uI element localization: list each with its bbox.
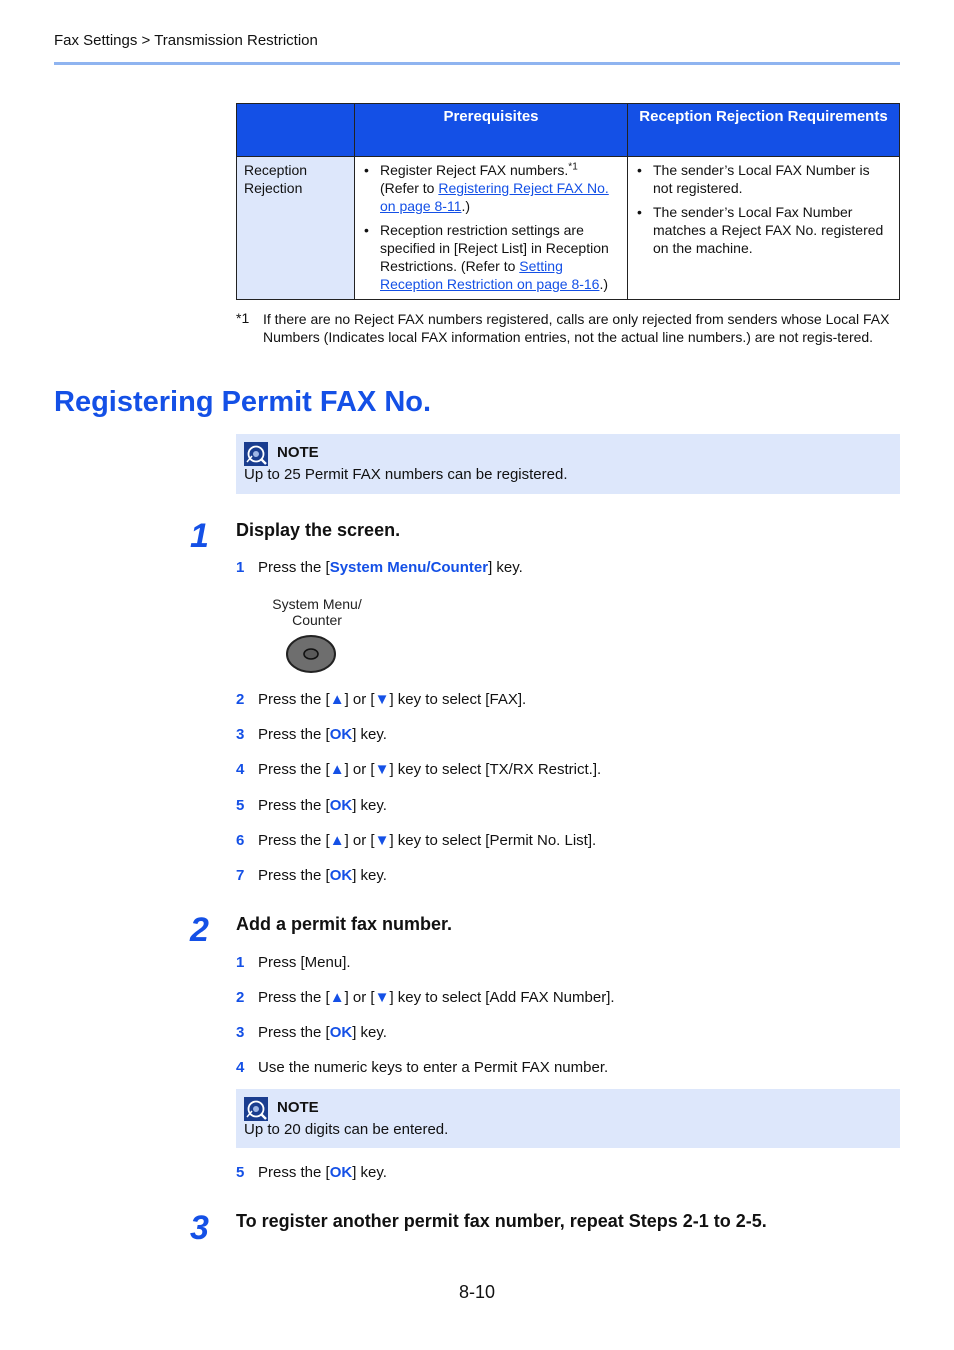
- prereq-item-1: • Register Reject FAX numbers.$^{*1}$ (Refer to Registering Reject FAX No. on page 8-11.): [362, 161, 620, 215]
- substep-1-7: 7 Press the [OK] key.: [236, 867, 387, 884]
- ok-key-ref: OK: [329, 1024, 353, 1041]
- note-icon: [244, 1097, 268, 1121]
- requirements-cell: [628, 157, 900, 300]
- up-arrow-icon: ▲: [329, 691, 345, 708]
- note-body: Up to 25 Permit FAX numbers can be registered.: [244, 466, 568, 483]
- link-registering-reject-fax[interactable]: Registering Reject FAX No. on page 8-11: [380, 180, 609, 214]
- system-menu-key-label: System Menu/ Counter: [272, 596, 362, 628]
- step-number-2: 2: [190, 911, 209, 949]
- breadcrumb: Fax Settings > Transmission Restriction: [54, 32, 318, 49]
- ok-key-ref: OK: [329, 797, 353, 814]
- row-header-reception-rejection: Reception Rejection: [237, 157, 355, 300]
- step-number-3: 3: [190, 1209, 209, 1247]
- substep-2-2: 2 Press the [▲] or [▼] key to select [Add FAX Number].: [236, 989, 615, 1006]
- step-title-2: Add a permit fax number.: [236, 914, 453, 934]
- down-arrow-icon: ▼: [374, 832, 390, 849]
- note-title: NOTE: [277, 1099, 319, 1116]
- table-header-prerequisites: Prerequisites: [355, 104, 628, 157]
- table-row: [237, 157, 900, 300]
- system-menu-counter-key-icon[interactable]: [285, 634, 337, 674]
- up-arrow-icon: ▲: [329, 832, 345, 849]
- substep-1-4: 4 Press the [▲] or [▼] key to select [TX/RX Restrict.].: [236, 761, 602, 778]
- table-header-requirements: Reception Rejection Requirements: [628, 104, 900, 157]
- step-number-1: 1: [190, 517, 209, 555]
- note-body: Up to 20 digits can be entered.: [244, 1121, 449, 1138]
- footnote-text: If there are no Reject FAX numbers registered, calls are only rejected from senders whose Local FAX Numbers (Indicates local FAX information entries, not the actual line numbers.) are not regis-tered.: [263, 311, 890, 345]
- prereq-item-2: • Reception restriction settings are specified in [Reject List] in Reception Restrictions. (Refer to Setting Reception Restriction on page 8-16.): [362, 221, 620, 293]
- ok-key-ref: OK: [329, 867, 353, 884]
- table-header-row: [237, 104, 900, 157]
- substep-1-6: 6 Press the [▲] or [▼] key to select [Permit No. List].: [236, 832, 597, 849]
- step-title-3: To register another permit fax number, repeat Steps 2-1 to 2-5.: [236, 1211, 767, 1231]
- link-setting-reception-restriction[interactable]: Setting Reception Restriction on page 8-16: [380, 258, 600, 292]
- note-icon: [244, 442, 268, 466]
- requirement-item-2: • The sender’s Local Fax Number matches a Reject FAX No. registered on the machine.: [635, 203, 892, 257]
- page-number: 8-10: [458, 1282, 496, 1302]
- down-arrow-icon: ▼: [374, 989, 390, 1006]
- requirement-item-1: • The sender’s Local FAX Number is not registered.: [635, 161, 892, 197]
- header-rule: [54, 62, 900, 65]
- note-title: NOTE: [277, 444, 319, 461]
- substep-2-4: 4 Use the numeric keys to enter a Permit FAX number.: [236, 1059, 609, 1076]
- note-box: [236, 434, 900, 494]
- substep-2-5: 5 Press the [OK] key.: [236, 1164, 387, 1181]
- step-title-1: Display the screen.: [236, 520, 401, 540]
- ok-key-ref: OK: [329, 1164, 353, 1181]
- substep-1-1: 1 Press the [System Menu/Counter] key.: [236, 559, 523, 576]
- substep-2-3: 3 Press the [OK] key.: [236, 1024, 387, 1041]
- up-arrow-icon: ▲: [329, 761, 345, 778]
- note-box: [236, 1089, 900, 1148]
- footnote-mark: *1: [236, 310, 250, 326]
- prerequisites-cell: [355, 157, 628, 300]
- up-arrow-icon: ▲: [329, 989, 345, 1006]
- substep-1-3: 3 Press the [OK] key.: [236, 726, 387, 743]
- ok-key-ref: OK: [329, 726, 353, 743]
- system-menu-counter-key-ref: System Menu/Counter: [329, 559, 489, 576]
- substep-1-2: 2 Press the [▲] or [▼] key to select [FAX].: [236, 691, 527, 708]
- table-header-empty: [237, 104, 355, 157]
- down-arrow-icon: ▼: [374, 691, 390, 708]
- substep-1-5: 5 Press the [OK] key.: [236, 797, 387, 814]
- section-heading: Registering Permit FAX No.: [54, 386, 432, 418]
- down-arrow-icon: ▼: [374, 761, 390, 778]
- substep-2-1: 1 Press [Menu].: [236, 954, 351, 971]
- restriction-table: [236, 103, 900, 300]
